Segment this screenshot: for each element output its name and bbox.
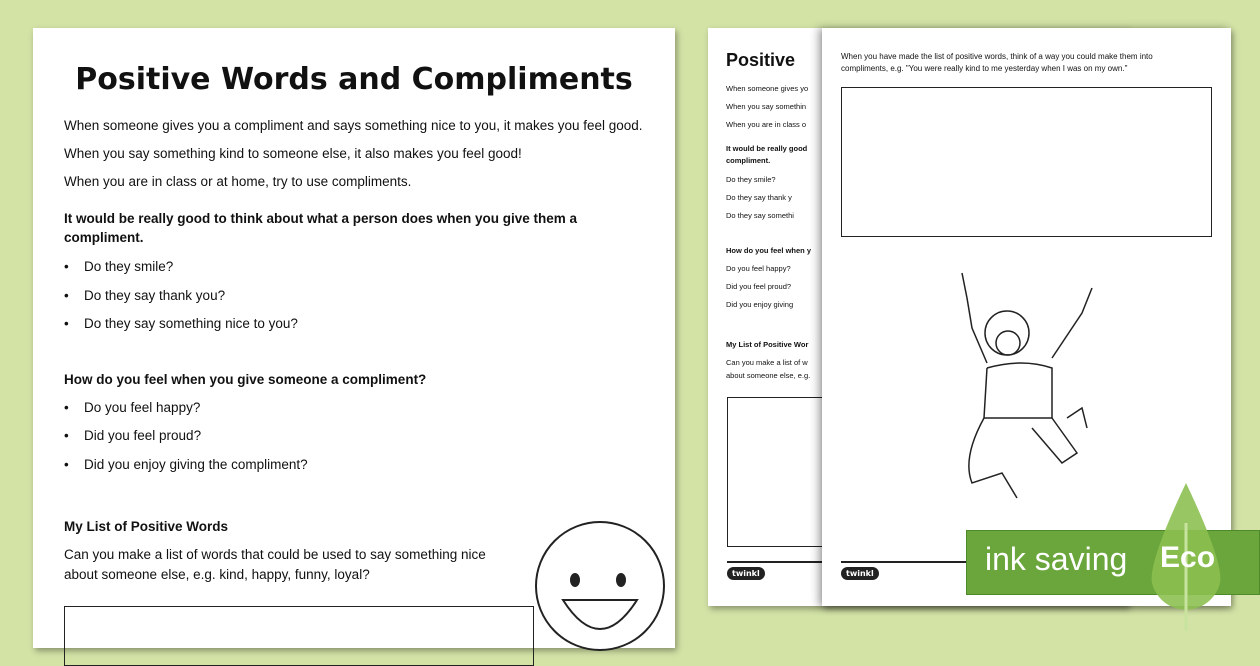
prompt-line: about someone else, e.g. kind, happy, funny, loyal?	[64, 567, 370, 582]
smiley-face-icon	[533, 518, 667, 658]
intro-line: When someone gives you a compliment and says something nice to you, it makes you feel good.	[64, 118, 643, 133]
bullet-text: Do you feel happy?	[84, 400, 201, 415]
bullet-text: Do they say thank you?	[84, 288, 226, 303]
twinkl-logo: twinkl	[841, 567, 879, 580]
section-heading: compliment.	[64, 230, 144, 245]
intro-line: When someone gives yo	[726, 84, 809, 93]
bullet-dot: •	[64, 400, 69, 415]
bullet-dot: •	[64, 288, 69, 303]
bullet-text: Did you enjoy giving the compliment?	[84, 457, 308, 472]
bullet-text: Do they say something nice to you?	[84, 316, 298, 331]
bullet-item	[64, 288, 225, 303]
bullet-item: Do they smile?	[726, 175, 776, 184]
bullet-item: Did you feel proud?	[726, 282, 792, 291]
page-title: Positive Words and Compliments	[75, 62, 633, 97]
section-heading: How do you feel when you give someone a compliment?	[64, 372, 427, 387]
bullet-item	[64, 457, 308, 472]
intro-line: When you are in class or at home, try to use compliments.	[64, 174, 412, 189]
prompt-line: Can you make a list of w	[726, 358, 808, 367]
section-heading: It would be really good	[726, 144, 808, 153]
bullet-dot: •	[64, 428, 69, 443]
answer-box	[727, 397, 827, 547]
section-heading: compliment.	[726, 156, 771, 165]
eco-drop	[1148, 483, 1224, 637]
ink-saving-label: ink saving	[985, 541, 1128, 577]
worksheet-page-1	[33, 28, 675, 648]
bullet-item: Do they say thank y	[726, 193, 792, 202]
footer-line	[841, 561, 981, 563]
section-heading: It would be really good to think about what a person does when you give them a	[64, 211, 578, 226]
intro-line: When you say something kind to someone else, it also makes you feel good!	[64, 146, 522, 161]
jumping-girl-illustration	[942, 268, 1102, 518]
section-heading: How do you feel when y	[726, 246, 812, 255]
bullet-item: Do you feel happy?	[726, 264, 791, 273]
bullet-item: Did you enjoy giving	[726, 300, 794, 309]
bullet-item: Do they say somethi	[726, 211, 794, 220]
answer-box	[64, 606, 534, 666]
bullet-item	[64, 316, 298, 331]
twinkl-logo: twinkl	[727, 567, 765, 580]
section-heading: My List of Positive Wor	[726, 340, 809, 349]
bullet-text: Do they smile?	[84, 259, 174, 274]
instruction-line: compliments, e.g. "You were really kind to me yesterday when I was on my own."	[841, 64, 1128, 73]
intro-line: When you are in class o	[726, 120, 807, 129]
footer-line	[727, 561, 827, 563]
intro-line: When you say somethin	[726, 102, 807, 111]
bullet-dot: •	[64, 316, 69, 331]
prompt-line: Can you make a list of words that could be used to say something nice	[64, 547, 486, 562]
section-heading: My List of Positive Words	[64, 519, 229, 534]
bullet-dot: •	[64, 259, 69, 274]
page-title: Positive	[726, 50, 796, 70]
bullet-dot: •	[64, 457, 69, 472]
bullet-item	[64, 428, 201, 443]
bullet-text: Did you feel proud?	[84, 428, 202, 443]
instruction-line: When you have made the list of positive words, think of a way you could make them into	[841, 52, 1153, 61]
eco-label: Eco	[1160, 541, 1216, 574]
prompt-line: about someone else, e.g.	[726, 371, 811, 380]
answer-box	[841, 87, 1212, 237]
bullet-item	[64, 400, 200, 415]
bullet-item	[64, 259, 173, 274]
